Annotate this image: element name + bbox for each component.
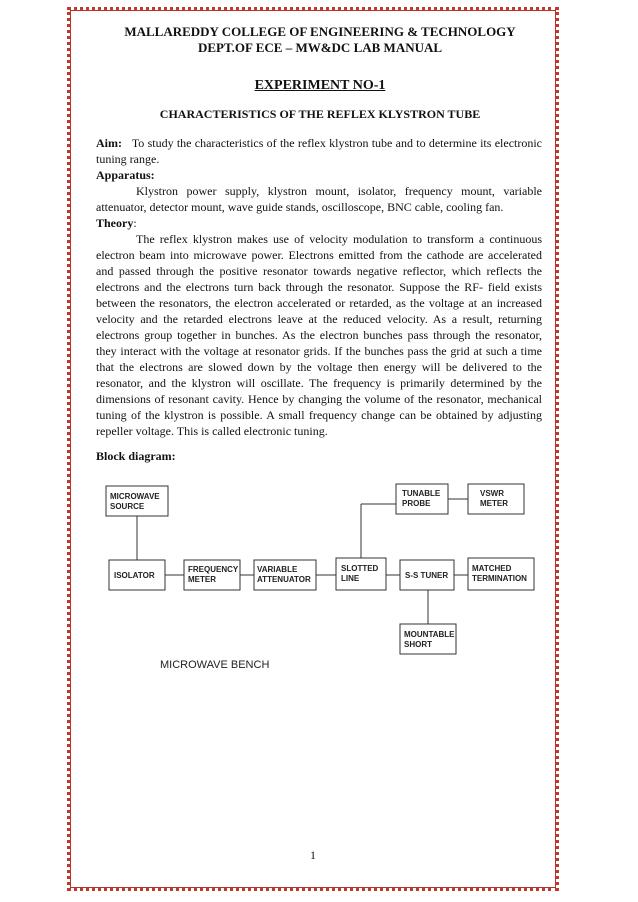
aim-paragraph xyxy=(96,135,542,167)
theory-colon: : xyxy=(133,216,137,230)
theory-heading xyxy=(96,215,542,231)
ss-tuner-label: S-S TUNER xyxy=(405,571,449,580)
theory-label: Theory xyxy=(96,216,134,230)
body-text xyxy=(96,135,542,439)
dept-header: DEPT.OF ECE – MW&DC LAB MANUAL xyxy=(197,40,443,55)
theory-text: The reflex klystron makes use of velocity modulation to transform a continuous electron beam into microwave power. Electrons emitted from the cathode are accelerated and passed through the positive resonator towards negative reflector, which reflects the electrons and the electrons turn back through the resonator. Suppose the RF- field exists between the resonators, the electron accelerated or retarded, as the voltage at an increased velocity and the retarded electrons leave at the reduced velocity. As a result, returning electrons group together in bunches. As the electron bunches pass through the resonator, they interact with the voltage at resonator grids. If the bunches pass the grid at such a time that the electrons are slowed down by the voltage then energy will be delivered to the resonator, and the klystron will oscillate. The frequency is primarily determined by the dimensions of resonant cavity. Hence by changing the volume of the resonator, mechanical tuning of the klystron is possible. A small frequency change can be obtained by adjusting repeller voltage. This is called electronic tuning. xyxy=(96,232,542,438)
aim-label: Aim: xyxy=(96,136,122,150)
mountable-short-label-2: SHORT xyxy=(404,640,432,649)
slotted-line-label-2: LINE xyxy=(341,574,360,583)
college-header: MALLAREDDY COLLEGE OF ENGINEERING & TECHNOLOGY xyxy=(124,24,516,39)
vswr-meter-label-1: VSWR xyxy=(480,489,504,498)
isolator-label: ISOLATOR xyxy=(114,571,155,580)
slotted-line-label-1: SLOTTED xyxy=(341,564,379,573)
frequency-meter-label-1: FREQUENCY xyxy=(188,565,239,574)
block-diagram-label: Block diagram: xyxy=(96,449,176,463)
matched-termination-label-1: MATCHED xyxy=(472,564,512,573)
page-number: 1 xyxy=(310,848,316,862)
mountable-short-label-1: MOUNTABLE xyxy=(404,630,455,639)
block-diagram xyxy=(96,474,546,684)
tunable-probe-label-1: TUNABLE xyxy=(402,489,441,498)
variable-attenuator-label-1: VARIABLE xyxy=(257,565,298,574)
block-diagram-svg xyxy=(96,474,546,684)
tunable-probe-label-2: PROBE xyxy=(402,499,431,508)
microwave-bench-caption: MICROWAVE BENCH xyxy=(160,659,270,671)
apparatus-text: Klystron power supply, klystron mount, isolator, frequency mount, variable attenuator, detector mount, wave guide stands, oscilloscope, BNC cable, cooling fan. xyxy=(96,184,542,214)
vswr-meter-label-2: METER xyxy=(480,499,508,508)
apparatus-label: Apparatus: xyxy=(96,168,155,182)
matched-termination-label-2: TERMINATION xyxy=(472,574,527,583)
microwave-source-label-1: MICROWAVE xyxy=(110,492,160,501)
experiment-title: EXPERIMENT NO-1 xyxy=(254,78,386,93)
aim-text: To study the characteristics of the reflex klystron tube and to determine its electronic tuning range. xyxy=(96,136,543,166)
experiment-subtitle: CHARACTERISTICS OF THE REFLEX KLYSTRON TUBE xyxy=(159,107,481,121)
variable-attenuator-label-2: ATTENUATOR xyxy=(257,575,311,584)
microwave-source-label-2: SOURCE xyxy=(110,502,145,511)
microwave-source-box xyxy=(106,486,168,516)
frequency-meter-label-2: METER xyxy=(188,575,216,584)
mountable-short-box xyxy=(400,624,456,654)
